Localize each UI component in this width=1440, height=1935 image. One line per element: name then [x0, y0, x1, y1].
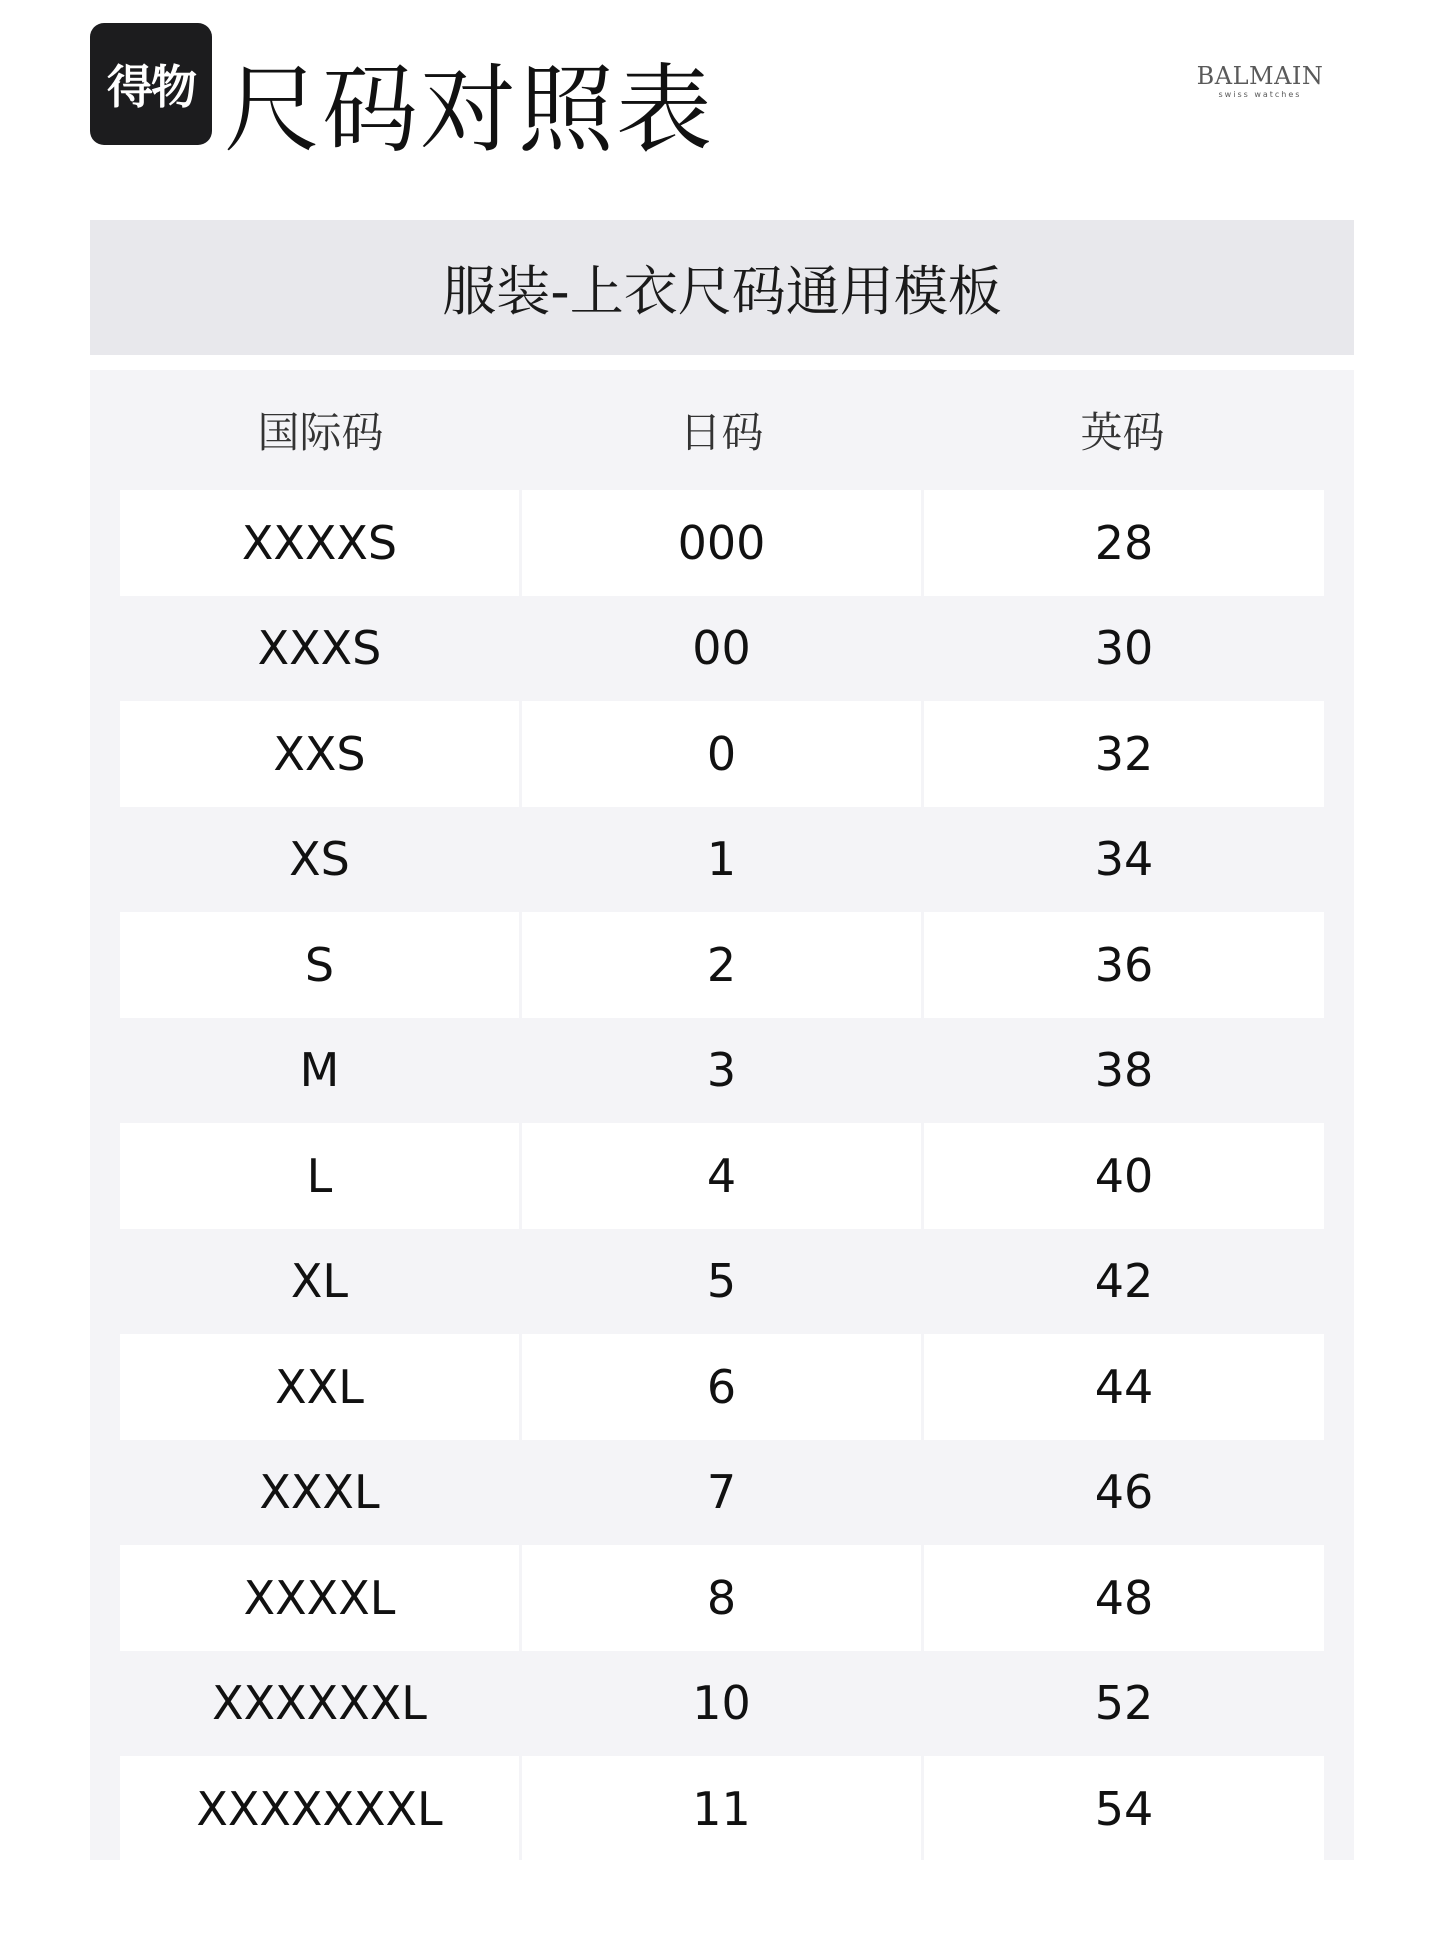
- cell-international: XXXXS: [120, 490, 519, 596]
- cell-international: XXS: [120, 701, 519, 807]
- cell-uk: 34: [924, 807, 1324, 913]
- table-row: [120, 490, 1324, 596]
- cell-uk: 32: [924, 701, 1324, 807]
- table-row: [120, 1545, 1324, 1651]
- brand-subtitle: swiss watches: [1218, 90, 1302, 99]
- cell-international: XXXXXXL: [120, 1651, 519, 1757]
- cell-japan: 1: [522, 807, 921, 913]
- table-row: [120, 1018, 1324, 1124]
- column-header-japan: 日码: [679, 408, 764, 457]
- cell-uk: 36: [924, 912, 1324, 1018]
- cell-uk: 28: [924, 490, 1324, 596]
- cell-international: XXXS: [120, 596, 519, 702]
- cell-uk: 48: [924, 1545, 1324, 1651]
- cell-japan: 10: [522, 1651, 921, 1757]
- table-row: [120, 807, 1324, 913]
- cell-uk: 46: [924, 1440, 1324, 1546]
- cell-japan: 2: [522, 912, 921, 1018]
- cell-japan: 000: [522, 490, 921, 596]
- cell-international: XL: [120, 1229, 519, 1335]
- cell-uk: 40: [924, 1123, 1324, 1229]
- cell-uk: 52: [924, 1651, 1324, 1757]
- cell-uk: 42: [924, 1229, 1324, 1335]
- brand-name: BALMAIN: [1196, 62, 1324, 90]
- cell-japan: 6: [522, 1334, 921, 1440]
- cell-japan: 3: [522, 1018, 921, 1124]
- template-title: 服装-上衣尺码通用模板: [90, 220, 1354, 355]
- cell-international: L: [120, 1123, 519, 1229]
- brand-logo: [1180, 62, 1340, 100]
- column-header-uk: 英码: [1080, 408, 1165, 457]
- cell-japan: 4: [522, 1123, 921, 1229]
- column-header-international: 国际码: [257, 408, 384, 457]
- cell-uk: 38: [924, 1018, 1324, 1124]
- cell-uk: 30: [924, 596, 1324, 702]
- table-row: [120, 596, 1324, 702]
- table-body: [120, 490, 1324, 1862]
- table-row: [120, 1229, 1324, 1335]
- table-row: [120, 1756, 1324, 1862]
- cell-international: XXXXXXXL: [120, 1756, 519, 1862]
- cell-international: S: [120, 912, 519, 1018]
- cell-international: XXXL: [120, 1440, 519, 1546]
- cell-japan: 00: [522, 596, 921, 702]
- table-row: [120, 1123, 1324, 1229]
- cell-uk: 54: [924, 1756, 1324, 1862]
- cell-japan: 0: [522, 701, 921, 807]
- table-row: [120, 1651, 1324, 1757]
- cell-international: XXXXL: [120, 1545, 519, 1651]
- cell-japan: 8: [522, 1545, 921, 1651]
- cell-international: M: [120, 1018, 519, 1124]
- table-row: [120, 912, 1324, 1018]
- size-table: [90, 370, 1354, 1860]
- table-row: [120, 1440, 1324, 1546]
- cell-japan: 11: [522, 1756, 921, 1862]
- table-row: [120, 701, 1324, 807]
- table-row: [120, 1334, 1324, 1440]
- cell-japan: 5: [522, 1229, 921, 1335]
- dewu-logo: 得物: [90, 23, 212, 145]
- table-header-row: [120, 370, 1324, 490]
- cell-uk: 44: [924, 1334, 1324, 1440]
- cell-international: XS: [120, 807, 519, 913]
- page-title: 尺码对照表: [224, 54, 714, 166]
- cell-japan: 7: [522, 1440, 921, 1546]
- cell-international: XXL: [120, 1334, 519, 1440]
